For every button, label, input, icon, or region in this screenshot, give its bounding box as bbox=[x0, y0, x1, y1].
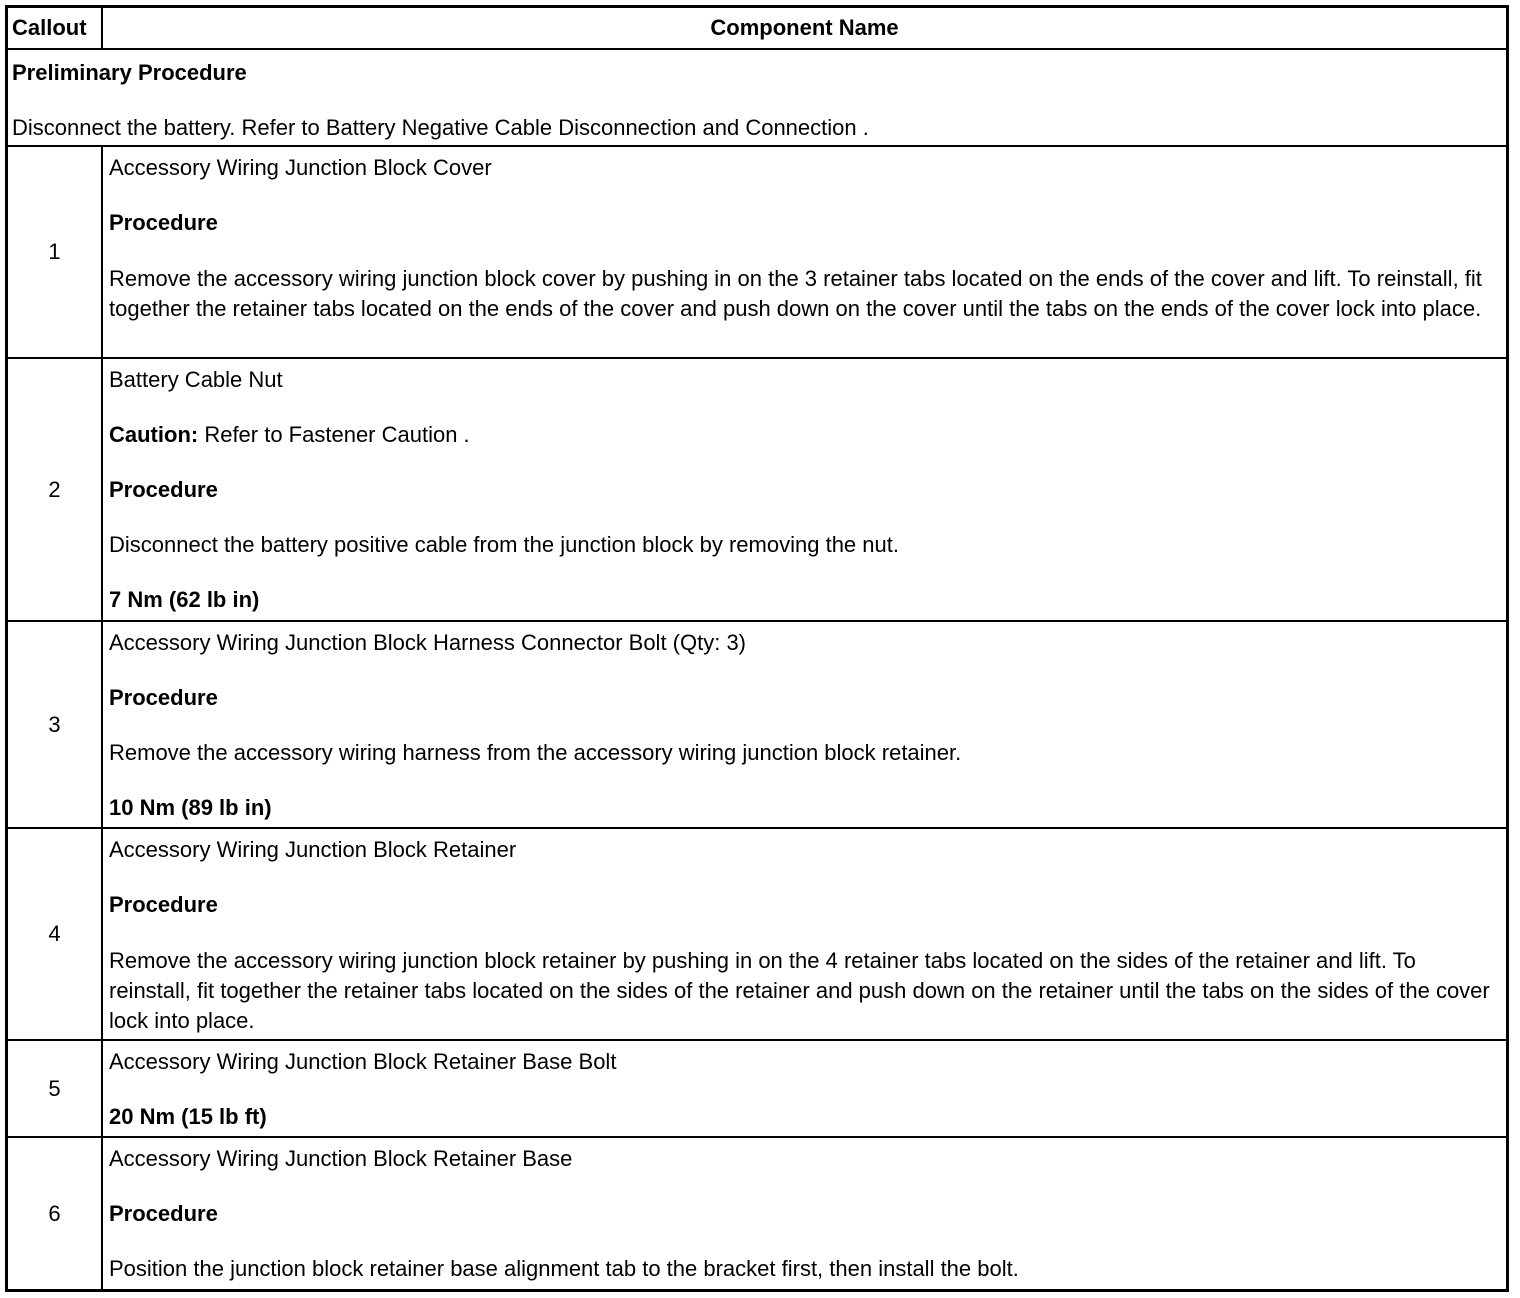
procedure-label: Procedure bbox=[109, 477, 218, 502]
procedure-label: Procedure bbox=[109, 685, 218, 710]
callout-number: 3 bbox=[8, 622, 103, 827]
table-row bbox=[8, 147, 1506, 359]
procedure-label: Procedure bbox=[109, 210, 218, 235]
component-name: Accessory Wiring Junction Block Retainer bbox=[109, 837, 517, 862]
procedure-label: Procedure bbox=[109, 1201, 218, 1226]
procedure-text: Position the junction block retainer base alignment tab to the bracket first, then install the bolt. bbox=[109, 1256, 1019, 1281]
header-component-name: Component Name bbox=[710, 15, 899, 40]
component-name: Accessory Wiring Junction Block Harness Connector Bolt (Qty: 3) bbox=[109, 630, 747, 655]
torque-spec: 20 Nm (15 lb ft) bbox=[109, 1104, 267, 1129]
component-name: Accessory Wiring Junction Block Retainer Base bbox=[109, 1146, 573, 1171]
component-name: Accessory Wiring Junction Block Retainer Base Bolt bbox=[109, 1049, 617, 1074]
header-callout: Callout bbox=[8, 8, 103, 48]
component-name: Battery Cable Nut bbox=[109, 367, 283, 392]
procedure-label: Procedure bbox=[109, 892, 218, 917]
procedure-text: Remove the accessory wiring harness from the accessory wiring junction block retainer. bbox=[109, 740, 962, 765]
callout-number: 2 bbox=[8, 359, 103, 620]
procedure-text: Remove the accessory wiring junction block retainer by pushing in on the 4 retainer tabs located on the sides of the retainer and lift. To reinstall, fit together the retainer tabs located on the sides of the retainer and push down on the retainer until the tabs on the sides of the cover lock into place. bbox=[109, 948, 1490, 1033]
procedure-text: Remove the accessory wiring junction block cover by pushing in on the 3 retainer tabs located on the ends of the cover and lift. To reinstall, fit together the retainer tabs located on the ends of the cover and push down on the cover until the tabs on the ends of the cover lock into place. bbox=[109, 266, 1482, 321]
table-row bbox=[8, 359, 1506, 622]
callout-number: 4 bbox=[8, 829, 103, 1039]
callout-number: 5 bbox=[8, 1041, 103, 1136]
torque-spec: 7 Nm (62 lb in) bbox=[109, 587, 260, 612]
component-name: Accessory Wiring Junction Block Cover bbox=[109, 155, 492, 180]
procedure-text: Disconnect the battery positive cable from the junction block by removing the nut. bbox=[109, 532, 899, 557]
component-table bbox=[5, 5, 1509, 1292]
table-row bbox=[8, 1138, 1506, 1289]
preliminary-text: Disconnect the battery. Refer to Battery Negative Cable Disconnection and Connection . bbox=[12, 115, 869, 140]
caution-label: Caution: bbox=[109, 422, 199, 447]
caution-text: Refer to Fastener Caution . bbox=[198, 422, 470, 447]
callout-number: 6 bbox=[8, 1138, 103, 1289]
table-header-row bbox=[8, 8, 1506, 50]
table-row bbox=[8, 1041, 1506, 1138]
table-row bbox=[8, 829, 1506, 1041]
preliminary-row bbox=[8, 50, 1506, 147]
caution-line bbox=[109, 421, 1500, 451]
preliminary-title: Preliminary Procedure bbox=[12, 60, 247, 85]
table-row bbox=[8, 622, 1506, 829]
callout-number: 1 bbox=[8, 147, 103, 357]
torque-spec: 10 Nm (89 lb in) bbox=[109, 795, 272, 820]
